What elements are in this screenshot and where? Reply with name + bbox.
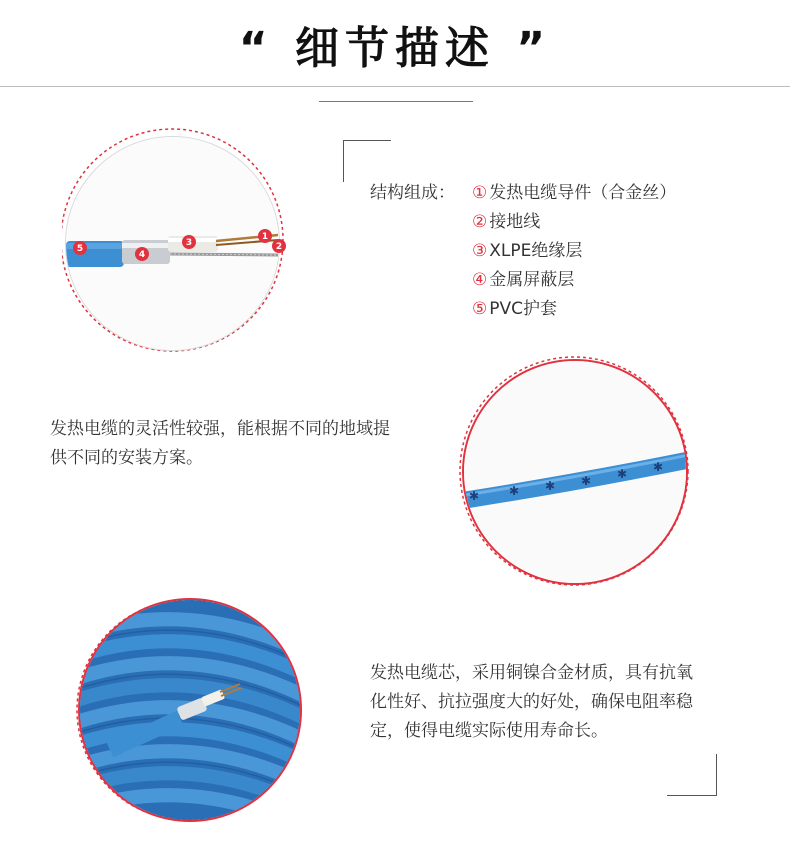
svg-text:✱: ✱	[468, 489, 480, 503]
corner-line-horizontal	[343, 140, 391, 141]
marker-5	[73, 241, 87, 255]
svg-text:✱: ✱	[580, 474, 592, 488]
title-underline	[319, 101, 473, 102]
structure-item: ① 发热电缆导件（合金丝）	[472, 183, 677, 203]
svg-text:3: 3	[185, 238, 193, 248]
single-cable-photo	[462, 359, 688, 585]
svg-text:4: 4	[138, 250, 146, 260]
corner-line-vertical	[343, 140, 344, 182]
marker-4	[135, 247, 149, 261]
corner-line-horizontal-bottom	[667, 795, 717, 796]
flexibility-description: 发热电缆的灵活性较强，能根据不同的地域提供不同的安装方案。	[50, 419, 390, 468]
structure-number-markers	[65, 136, 295, 356]
svg-text:5: 5	[76, 244, 84, 254]
structure-item: ④ 金属屏蔽层	[472, 270, 575, 290]
structure-item: ② 接地线	[472, 212, 541, 232]
structure-label: 结构组成：	[370, 183, 455, 203]
header-divider	[0, 86, 790, 87]
svg-text:✱: ✱	[616, 467, 628, 481]
marker-2	[272, 239, 286, 253]
page-title: “ 细节描述 ”	[238, 23, 552, 74]
structure-item: ⑤ PVC护套	[472, 299, 558, 319]
core-description: 发热电缆芯，采用铜镍合金材质，具有抗氧化性好、抗拉强度大的好处，确保电阻率稳定，使得电缆实际使用寿命长。	[370, 663, 693, 741]
svg-text:✱: ✱	[508, 484, 520, 498]
svg-text:✱: ✱	[652, 460, 664, 474]
coiled-cable-photo	[78, 598, 302, 822]
marker-3	[182, 235, 196, 249]
marker-1	[258, 229, 272, 243]
svg-text:✱: ✱	[544, 479, 556, 493]
structure-item: ③ XLPE绝缘层	[472, 241, 583, 261]
corner-line-vertical-bottom	[716, 754, 717, 796]
svg-text:1: 1	[261, 232, 269, 242]
svg-text:2: 2	[275, 242, 283, 252]
